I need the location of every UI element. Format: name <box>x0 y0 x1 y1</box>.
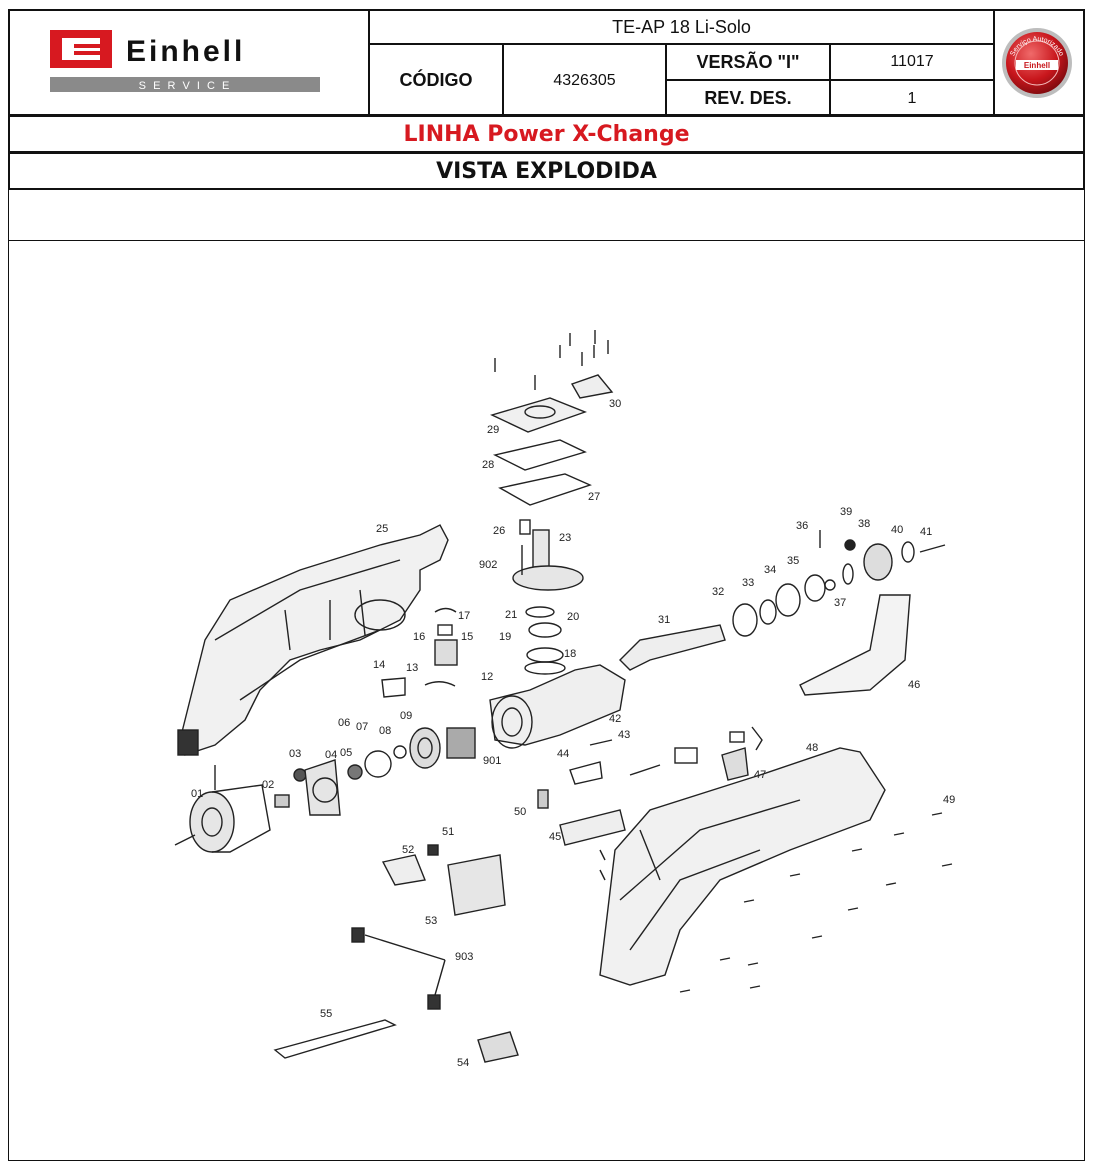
part-label: 01 <box>191 788 204 800</box>
product-line-title: LINHA Power X-Change <box>8 115 1085 153</box>
seal-center-text: Einhell <box>1023 61 1051 70</box>
part-label: 06 <box>338 717 351 729</box>
einhell-logo-graphic <box>50 30 322 94</box>
part-label: 31 <box>658 614 671 626</box>
part-label: 48 <box>806 742 819 754</box>
part-label: 50 <box>514 806 527 818</box>
part-label: 38 <box>858 518 871 530</box>
part-label: 27 <box>588 491 601 503</box>
divider <box>993 9 995 116</box>
right-housing-shell <box>600 748 885 985</box>
part-label: 29 <box>487 424 500 436</box>
exploded-view-diagram <box>150 320 970 1080</box>
part-label: 26 <box>493 525 506 537</box>
part-label: 28 <box>482 459 495 471</box>
logo-wordmark: Einhell <box>126 35 246 68</box>
part-label: 07 <box>356 721 369 733</box>
motor <box>175 765 270 852</box>
part-label: 47 <box>754 769 767 781</box>
codigo-value: 4326305 <box>553 71 616 89</box>
gear-parts-left <box>275 728 475 815</box>
part-label: 49 <box>943 794 956 806</box>
part-label: 30 <box>609 398 622 410</box>
part-label: 53 <box>425 915 438 927</box>
part-label: 20 <box>567 611 580 623</box>
part-label: 23 <box>559 532 572 544</box>
authorized-service-seal <box>1000 26 1074 100</box>
part-label: 901 <box>483 755 502 767</box>
part-label: 32 <box>712 586 725 598</box>
part-label: 36 <box>796 520 809 532</box>
part-label: 43 <box>618 729 631 741</box>
part-label: 05 <box>340 747 353 759</box>
part-label: 25 <box>376 523 389 535</box>
part-label: 08 <box>379 725 392 737</box>
part-label: 15 <box>461 631 474 643</box>
part-label: 19 <box>499 631 512 643</box>
part-label: 39 <box>840 506 853 518</box>
part-label: 02 <box>262 779 275 791</box>
gear-housing <box>490 665 625 748</box>
rev-des-value: 1 <box>907 89 917 107</box>
rev-des-label: REV. DES. <box>704 88 792 108</box>
part-label: 33 <box>742 577 755 589</box>
product-name: TE-AP 18 Li-Solo <box>612 16 751 37</box>
part-label: 17 <box>458 610 471 622</box>
part-label: 35 <box>787 555 800 567</box>
part-label: 903 <box>455 951 474 963</box>
part-label: 45 <box>549 831 562 843</box>
part-label: 04 <box>325 749 338 761</box>
part-label: 40 <box>891 524 904 536</box>
versao-value: 11017 <box>890 53 934 70</box>
divider <box>8 240 1085 241</box>
center-stack <box>492 375 612 674</box>
part-label: 54 <box>457 1057 470 1069</box>
part-label: 41 <box>920 526 933 538</box>
section-title: VISTA EXPLODIDA <box>8 152 1085 190</box>
part-label: 34 <box>764 564 777 576</box>
part-label: 46 <box>908 679 921 691</box>
part-label: 44 <box>557 748 570 760</box>
part-label: 12 <box>481 671 494 683</box>
einhell-service-logo <box>50 30 322 94</box>
logo-service-text: S E R V I C E <box>138 80 232 92</box>
part-label: 55 <box>320 1008 333 1020</box>
codigo-label: CÓDIGO <box>399 70 473 90</box>
part-label: 52 <box>402 844 415 856</box>
part-label: 03 <box>289 748 302 760</box>
part-label: 14 <box>373 659 386 671</box>
seal-ring-text: Serviço Autorizado <box>1009 35 1065 58</box>
part-label: 902 <box>479 559 498 571</box>
part-label: 13 <box>406 662 419 674</box>
part-label: 51 <box>442 826 455 838</box>
part-label: 09 <box>400 710 413 722</box>
part-label: 37 <box>834 597 847 609</box>
versao-label: VERSÃO "I" <box>696 51 800 72</box>
part-labels <box>191 398 955 1069</box>
part-label: 16 <box>413 631 426 643</box>
part-label: 42 <box>609 713 622 725</box>
blade-and-holder <box>275 928 518 1062</box>
part-label: 18 <box>564 648 577 660</box>
part-label: 21 <box>505 609 518 621</box>
shoe-bracket <box>800 595 910 695</box>
